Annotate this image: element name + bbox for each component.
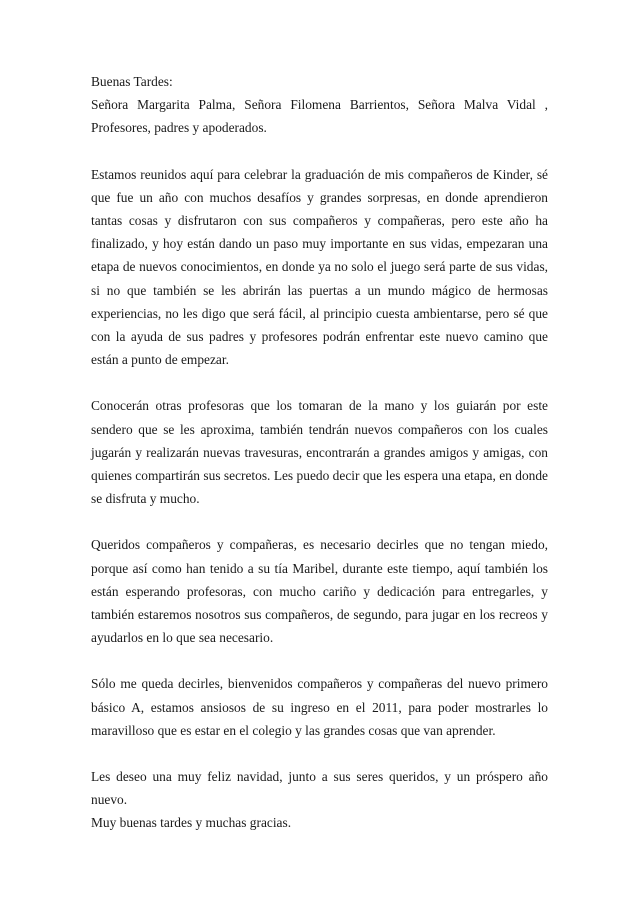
paragraph-1: Estamos reunidos aquí para celebrar la graduación de mis compañeros de Kinder, sé que fue un año con muchos desafíos y grandes sorpresas, en donde aprendieron tantas cosas y disfrutaron con sus compañeros y compañeras, pero este año ha finalizado, y hoy están dando un paso muy importante en sus vidas, empezaran una etapa de nuevos conocimientos, en donde ya no solo el juego será parte de sus vidas, si no que también se les abrirán las puertas a un mundo mágico de hermosas experiencias, no les digo que será fácil, al principio cuesta ambientarse, pero sé que con la ayuda de sus padres y profesores podrán enfrentar este nuevo camino que están a punto de empezar. xyxy=(91,166,548,368)
paragraph-2: Conocerán otras profesoras que los tomaran de la mano y los guiarán por este sendero que se les aproxima, también tendrán nuevos compañeros con los cuales jugarán y realizarán nuevas travesuras, encontrarán a grandes amigos y amigas, con quienes compartirán sus secretos. Les puedo decir que les espera una etapa, en donde se disfruta y mucho. xyxy=(91,398,548,507)
paragraph-4: Sólo me queda decirles, bienvenidos compañeros y compañeras del nuevo primero básico A, estamos ansiosos de su ingreso en el 2011, para poder mostrarles lo maravilloso que es estar en el colegio y las grandes cosas que van aprender. xyxy=(91,676,548,738)
closing-block xyxy=(91,765,548,835)
paragraph-3: Queridos compañeros y compañeras, es necesario decirles que no tengan miedo, porque así como han tenido a su tía Maribel, durante este tiempo, aquí también los están esperando profesoras, con mucho cariño y dedicación para entregarles, y también estaremos nosotros sus compañeros, de segundo, para jugar en los recreos y ayudarlos en lo que sea necesario. xyxy=(91,537,548,646)
greeting: Buenas Tardes: xyxy=(91,74,173,89)
closing-wish: Les deseo una muy feliz navidad, junto a sus seres queridos, y un próspero año nuevo. xyxy=(91,769,548,808)
closing-thanks: Muy buenas tardes y muchas gracias. xyxy=(91,815,292,831)
speech-text xyxy=(91,70,548,835)
salutation-block xyxy=(91,70,548,140)
addressees: Señora Margarita Palma, Señora Filomena Barrientos, Señora Malva Vidal , Profesores, padres y apoderados. xyxy=(91,97,548,136)
